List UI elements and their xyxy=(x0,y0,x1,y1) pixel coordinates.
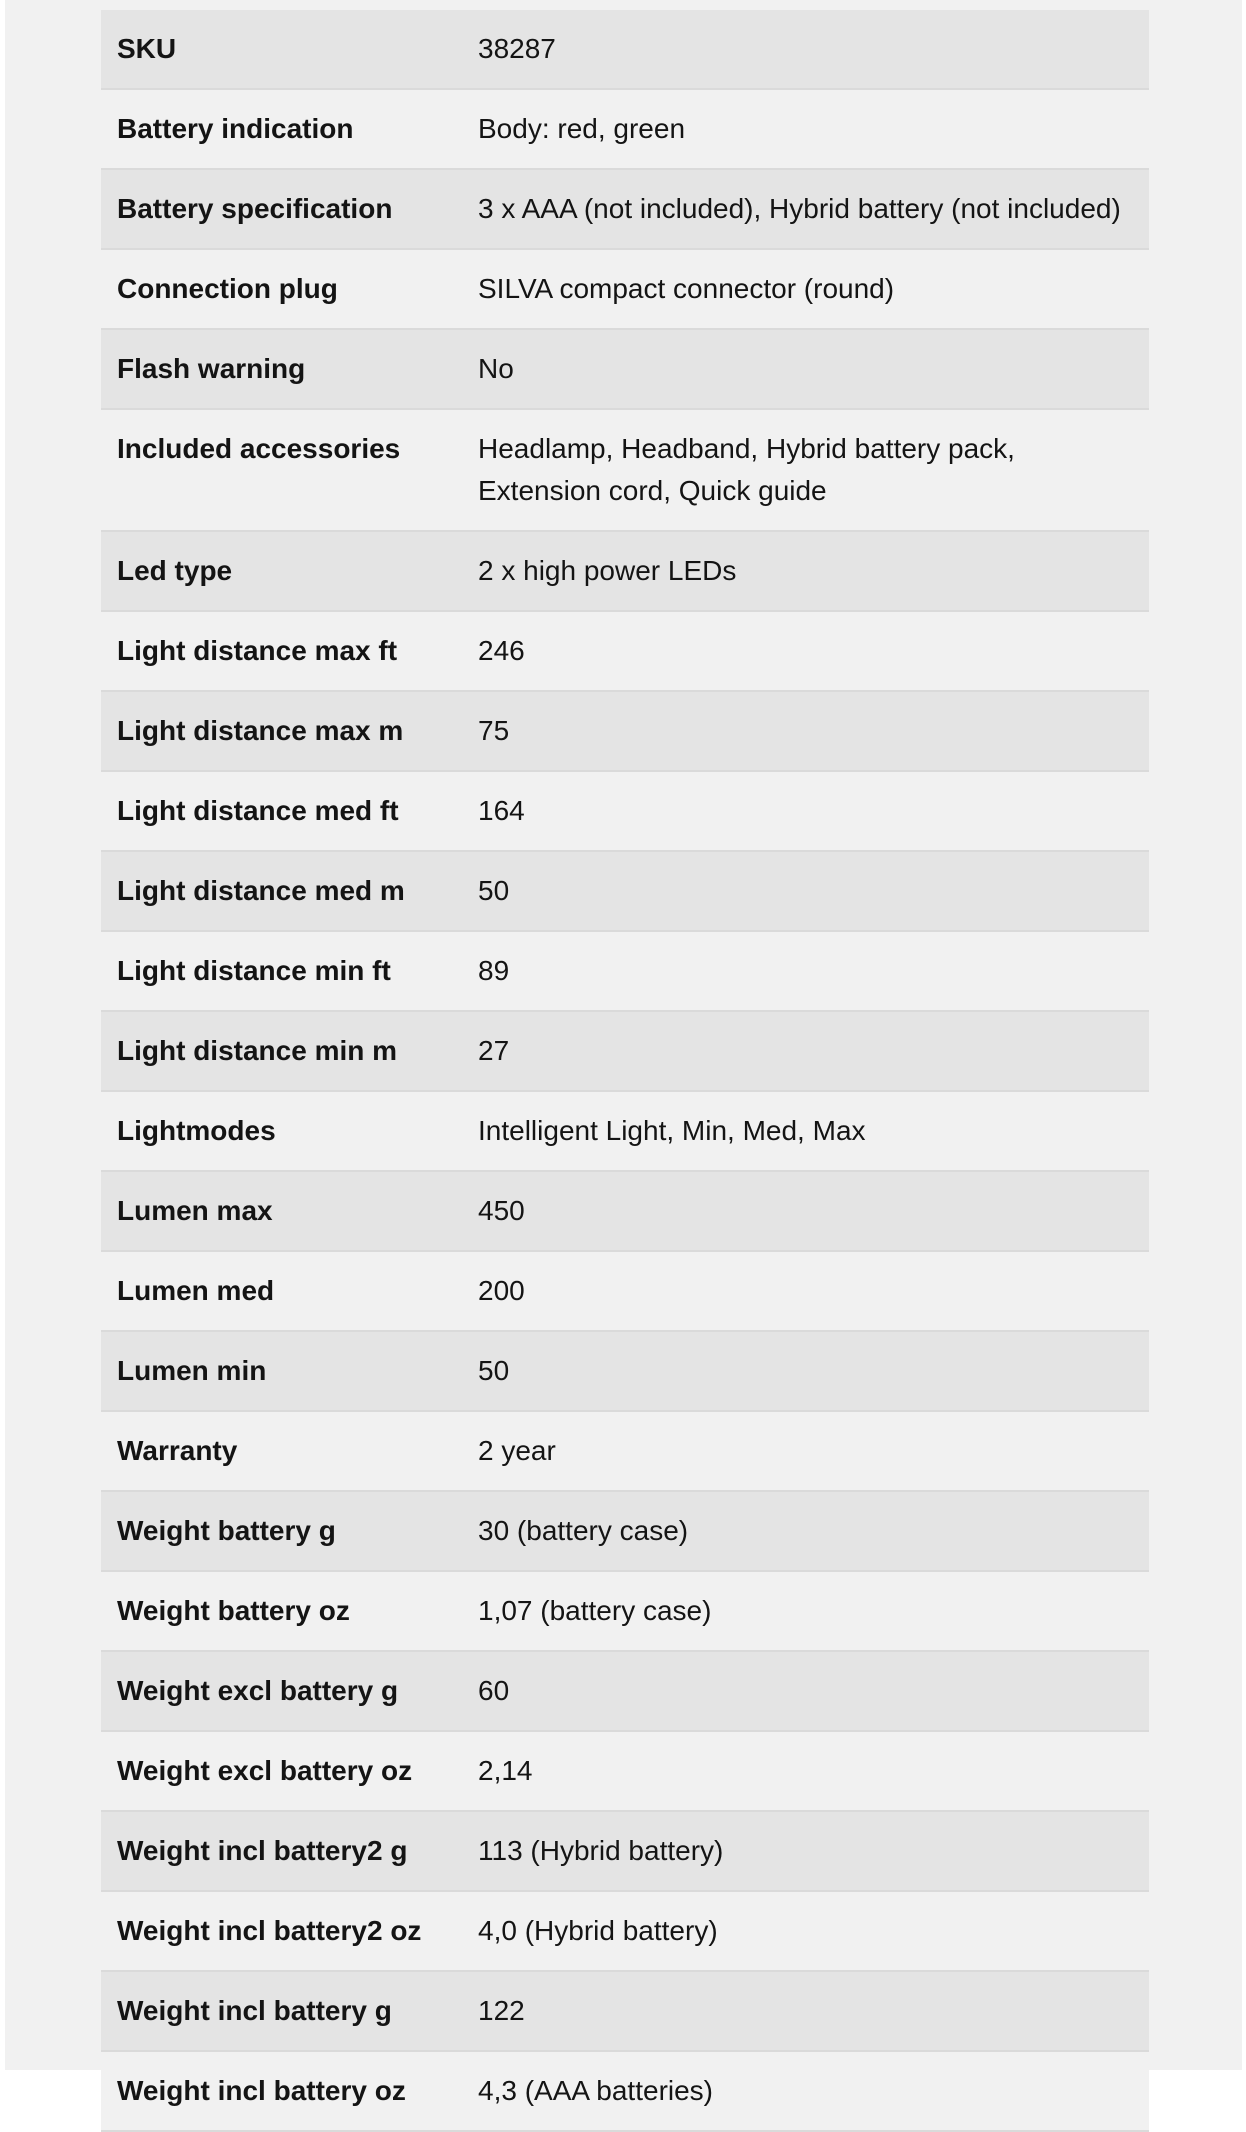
spec-label: Light distance max m xyxy=(117,715,404,746)
spec-label: Included accessories xyxy=(117,433,401,464)
spec-value: SILVA compact connector (round) xyxy=(478,273,895,304)
spec-value: 1,07 (battery case) xyxy=(478,1595,712,1626)
spec-value: 122 xyxy=(478,1995,525,2026)
spec-value: 50 xyxy=(478,1355,510,1386)
specifications-table-body xyxy=(101,10,1149,2131)
spec-value: 4,0 (Hybrid battery) xyxy=(478,1915,718,1946)
spec-value: 2 x high power LEDs xyxy=(478,555,737,586)
spec-label: Weight incl battery oz xyxy=(117,2075,406,2106)
spec-row xyxy=(101,851,1149,931)
spec-row xyxy=(101,1811,1149,1891)
spec-row xyxy=(101,1651,1149,1731)
spec-value: 113 (Hybrid battery) xyxy=(478,1835,724,1866)
spec-row xyxy=(101,1571,1149,1651)
spec-value: 4,3 (AAA batteries) xyxy=(478,2075,714,2106)
spec-label: Lumen min xyxy=(117,1355,267,1386)
spec-row xyxy=(101,611,1149,691)
specifications-table xyxy=(101,10,1149,2132)
spec-label: SKU xyxy=(117,33,177,64)
spec-value: 30 (battery case) xyxy=(478,1515,689,1546)
spec-label: Warranty xyxy=(117,1435,238,1466)
spec-label: Weight excl battery g xyxy=(117,1675,399,1706)
spec-label: Weight excl battery oz xyxy=(117,1755,413,1786)
spec-row xyxy=(101,89,1149,169)
spec-label: Lumen med xyxy=(117,1275,275,1306)
spec-value: 38287 xyxy=(478,33,556,64)
spec-row xyxy=(101,1251,1149,1331)
spec-value: 75 xyxy=(478,715,510,746)
spec-row xyxy=(101,1891,1149,1971)
spec-value: 3 x AAA (not included), Hybrid battery (not included) xyxy=(478,193,1121,224)
spec-row xyxy=(101,771,1149,851)
spec-row xyxy=(101,1731,1149,1811)
spec-row xyxy=(101,10,1149,89)
spec-row xyxy=(101,1171,1149,1251)
spec-row xyxy=(101,1411,1149,1491)
spec-value: 27 xyxy=(478,1035,510,1066)
spec-value: 450 xyxy=(478,1195,525,1226)
spec-value: 164 xyxy=(478,795,525,826)
spec-label: Weight incl battery g xyxy=(117,1995,392,2026)
spec-value: No xyxy=(478,353,514,384)
spec-row xyxy=(101,2051,1149,2131)
spec-value: 50 xyxy=(478,875,510,906)
spec-row xyxy=(101,931,1149,1011)
spec-label: Weight incl battery2 oz xyxy=(117,1915,422,1946)
spec-label: Light distance min m xyxy=(117,1035,398,1066)
spec-label: Weight battery oz xyxy=(117,1595,350,1626)
spec-label: Lightmodes xyxy=(117,1115,276,1146)
spec-row xyxy=(101,1491,1149,1571)
spec-label: Battery specification xyxy=(117,193,393,224)
spec-label: Lumen max xyxy=(117,1195,273,1226)
spec-label: Light distance med ft xyxy=(117,795,399,826)
spec-row xyxy=(101,169,1149,249)
spec-label: Weight battery g xyxy=(117,1515,336,1546)
spec-row xyxy=(101,249,1149,329)
spec-value: Intelligent Light, Min, Med, Max xyxy=(478,1115,866,1146)
spec-row xyxy=(101,329,1149,409)
spec-row xyxy=(101,1971,1149,2051)
spec-value: 60 xyxy=(478,1675,510,1706)
spec-label: Light distance max ft xyxy=(117,635,398,666)
spec-label: Led type xyxy=(117,555,233,586)
spec-row xyxy=(101,1011,1149,1091)
spec-value: 200 xyxy=(478,1275,525,1306)
spec-label: Flash warning xyxy=(117,353,306,384)
spec-row xyxy=(101,1091,1149,1171)
spec-row xyxy=(101,1331,1149,1411)
spec-row xyxy=(101,409,1149,531)
spec-row xyxy=(101,531,1149,611)
product-specifications-panel xyxy=(5,0,1242,2106)
spec-row xyxy=(101,691,1149,771)
spec-label: Weight incl battery2 g xyxy=(117,1835,408,1866)
spec-value: 89 xyxy=(478,955,510,986)
spec-label: Light distance min ft xyxy=(117,955,391,986)
spec-value: Body: red, green xyxy=(478,113,686,144)
spec-value: 246 xyxy=(478,635,525,666)
spec-value: 2,14 xyxy=(478,1755,533,1786)
spec-value: 2 year xyxy=(478,1435,556,1466)
spec-label: Connection plug xyxy=(117,273,338,304)
spec-value: Headlamp, Headband, Hybrid battery pack, Extension cord, Quick guide xyxy=(478,433,1015,506)
spec-label: Battery indication xyxy=(117,113,354,144)
spec-label: Light distance med m xyxy=(117,875,405,906)
